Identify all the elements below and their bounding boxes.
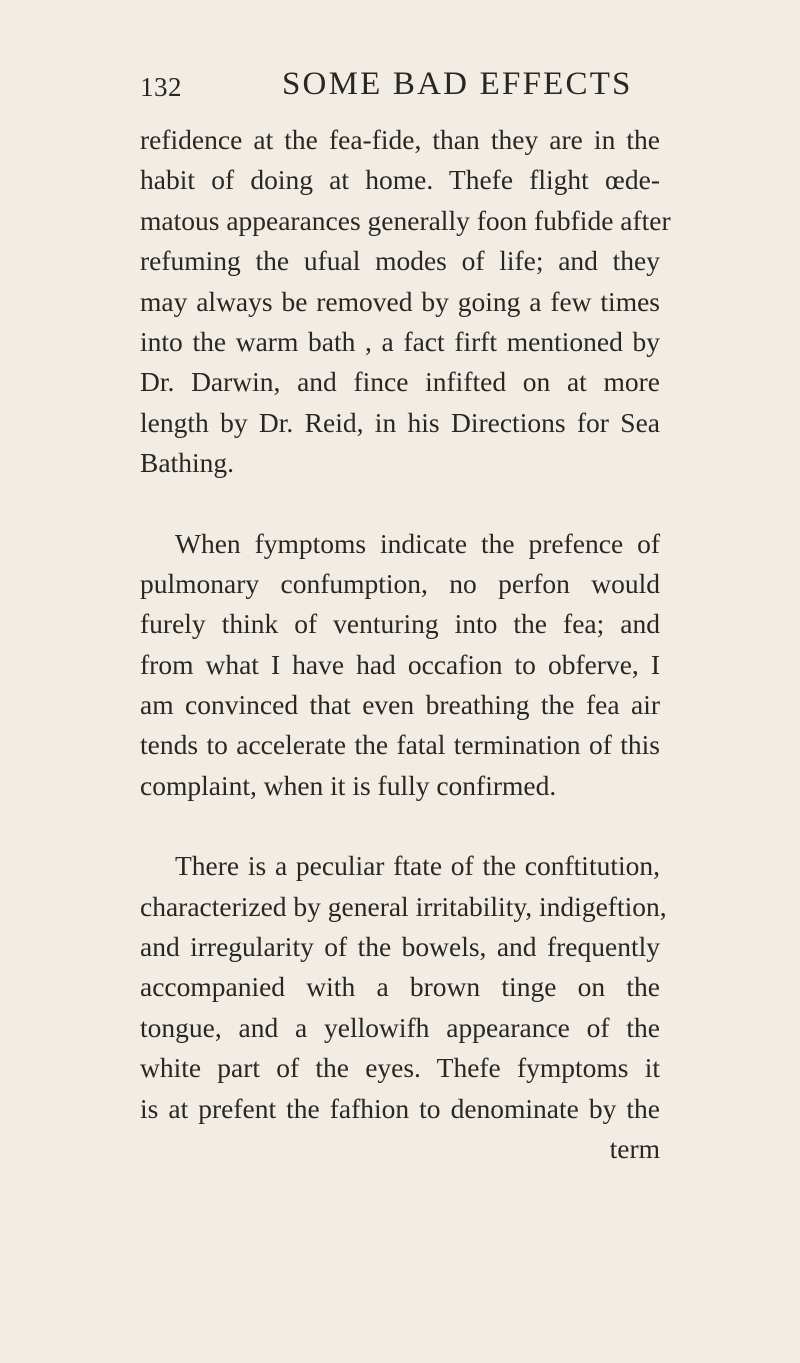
text-line: Bathing. <box>140 447 234 479</box>
catchword: term <box>609 1132 660 1164</box>
body-text <box>140 120 671 1169</box>
text-line: white part of the eyes. Thefe fymptoms it <box>140 1052 660 1084</box>
page-number: 132 <box>140 72 182 102</box>
text-line: into the warm bath , a fact firft mentioned by <box>140 325 660 357</box>
text-line: tongue, and a yellowifh appearance of the <box>140 1011 660 1043</box>
text-line: from what I have had occafion to obferve, I <box>140 648 660 680</box>
paragraph-1 <box>140 120 671 484</box>
text-line: Dr. Darwin, and fince infifted on at more <box>140 366 660 398</box>
text-line: accompanied with a brown tinge on the <box>140 971 660 1003</box>
text-line: tends to accelerate the fatal termination of this <box>140 729 660 761</box>
text-line: is at prefent the fafhion to denominate by the <box>140 1092 660 1124</box>
text-line: complaint, when it is fully confirmed. <box>140 769 557 801</box>
running-head <box>140 66 660 106</box>
paragraph-gap <box>140 806 660 846</box>
text-line: pulmonary confumption, no perfon would <box>140 567 660 599</box>
paragraph-gap <box>140 484 660 524</box>
text-line: refidence at the fea-fide, than they are in the <box>140 124 660 155</box>
paragraph-3 <box>140 846 667 1129</box>
text-line: furely think of venturing into the fea; and <box>140 608 660 640</box>
text-line: am convinced that even breathing the fea air <box>140 689 660 721</box>
running-title: SOME BAD EFFECTS <box>282 66 633 102</box>
text-line: matous appearances generally foon fubfide after <box>140 204 671 236</box>
text-line: may always be removed by going a few times <box>140 285 660 317</box>
text-line: and irregularity of the bowels, and frequently <box>140 931 660 963</box>
text-line: characterized by general irritability, indigeftion, <box>140 890 667 922</box>
text-line: refuming the ufual modes of life; and they <box>140 245 660 277</box>
paragraph-2 <box>140 524 660 807</box>
text-line: When fymptoms indicate the prefence of <box>175 527 660 559</box>
text-line: There is a peculiar ftate of the conftitution, <box>175 850 660 882</box>
text-line: length by Dr. Reid, in his Directions for Sea <box>140 406 660 438</box>
text-line: habit of doing at home. Thefe flight œde- <box>140 164 660 196</box>
